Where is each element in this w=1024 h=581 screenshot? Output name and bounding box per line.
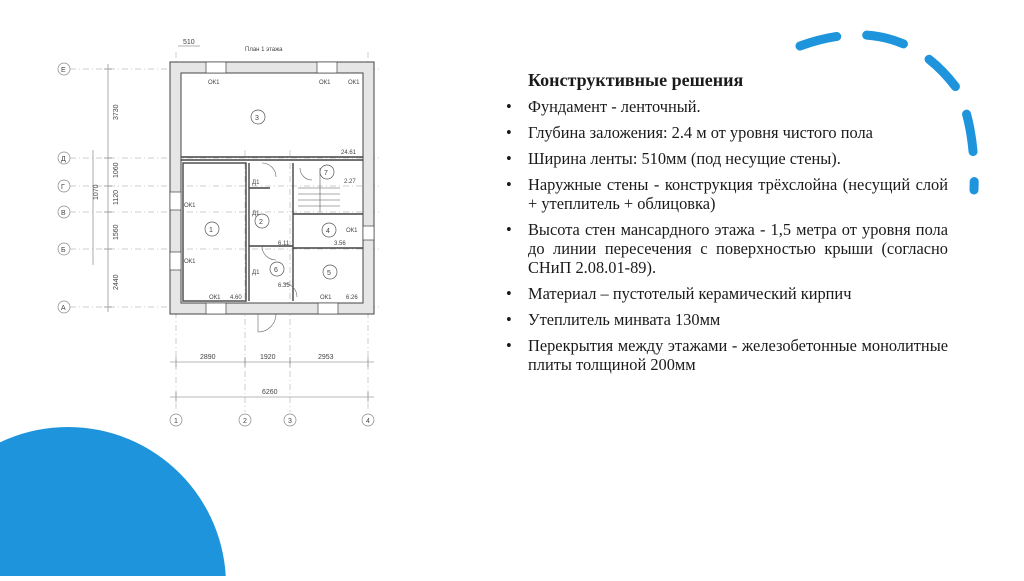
bullet-item: • Фундамент - ленточный. (504, 97, 948, 116)
dim-v-1: 1060 (113, 162, 120, 178)
dim-h-1: 1920 (260, 354, 276, 361)
dim-v-4: 1560 (113, 224, 120, 240)
axis-letter-5: А (61, 305, 66, 312)
constructive-solutions-block (504, 70, 948, 381)
axis-letter-0: Е (61, 67, 66, 74)
bullet-item: • Перекрытия между этажами - железобетонные монолитные плиты толщиной 200мм (504, 336, 948, 374)
dim-total: 6260 (262, 389, 278, 396)
area-0: 24.61 (341, 150, 357, 156)
window-label-0: ОК1 (208, 80, 220, 86)
bullet-item: • Высота стен мансардного этажа - 1,5 метра от уровня пола до линии пересечения с поверхностью крыши (согласно СНиП 2.08.01-89). (504, 220, 948, 277)
plan-caption: План 1 этажа (245, 47, 283, 53)
area-6: 6.35 (278, 283, 290, 289)
decor-circle (0, 427, 226, 576)
bullet-item: • Утеплитель минвата 130мм (504, 310, 948, 329)
axis-letter-4: Б (61, 247, 66, 254)
bullet-item: • Ширина ленты: 510мм (под несущие стены). (504, 149, 948, 168)
window-label-6: ОК1 (346, 228, 358, 234)
room-num-7: 7 (324, 170, 328, 177)
room-num-4: 4 (326, 228, 330, 235)
dim-v-3: 1120 (113, 189, 120, 205)
room-num-5: 5 (327, 270, 331, 277)
area-2: 3.56 (334, 241, 346, 247)
window-label-4: ОК1 (209, 295, 221, 301)
window-label-7: ОК1 (348, 80, 360, 86)
dim-h-2: 2953 (318, 354, 334, 361)
window-label-2: ОК1 (184, 203, 196, 209)
dim-v-5: 2440 (113, 274, 120, 290)
bullet-list (504, 97, 948, 374)
axis-num-1: 2 (243, 418, 247, 425)
room-num-3: 3 (255, 115, 259, 122)
dim-v-2: 1070 (93, 184, 100, 200)
bullet-item: • Глубина заложения: 2.4 м от уровня чистого пола (504, 123, 948, 142)
axis-letter-2: Г (61, 184, 65, 191)
axis-num-3: 4 (366, 418, 370, 425)
door-label-0: Д1 (252, 180, 260, 186)
wall-dim-label: 510 (183, 39, 195, 46)
slide-title: Конструктивные решения (528, 70, 744, 90)
bullet-item: • Материал – пустотелый керамический кирпич (504, 284, 948, 303)
window-label-3: ОК1 (184, 259, 196, 265)
door-label-2: Д1 (252, 211, 260, 217)
outer-walls (170, 62, 374, 314)
area-5: 4.60 (230, 295, 242, 301)
dim-h-0: 2890 (200, 354, 216, 361)
window-label-5: ОК1 (320, 295, 332, 301)
dim-v-0: 3730 (113, 104, 120, 120)
axis-letter-3: В (61, 210, 66, 217)
room-num-1: 1 (209, 227, 213, 234)
door-label-1: Д1 (252, 270, 260, 276)
room-num-2: 2 (259, 219, 263, 226)
bullet-item: • Наружные стены - конструкция трёхслойна (несущий слой + утеплитель + облицовка) (504, 175, 948, 213)
area-4: 6.11 (278, 241, 290, 247)
area-1: 2.27 (344, 179, 356, 185)
area-3: 6.26 (346, 295, 358, 301)
axis-letter-1: Д (61, 156, 66, 163)
room-num-6: 6 (274, 267, 278, 274)
axis-num-0: 1 (174, 418, 178, 425)
axis-num-2: 3 (288, 418, 292, 425)
window-label-1: ОК1 (319, 80, 331, 86)
